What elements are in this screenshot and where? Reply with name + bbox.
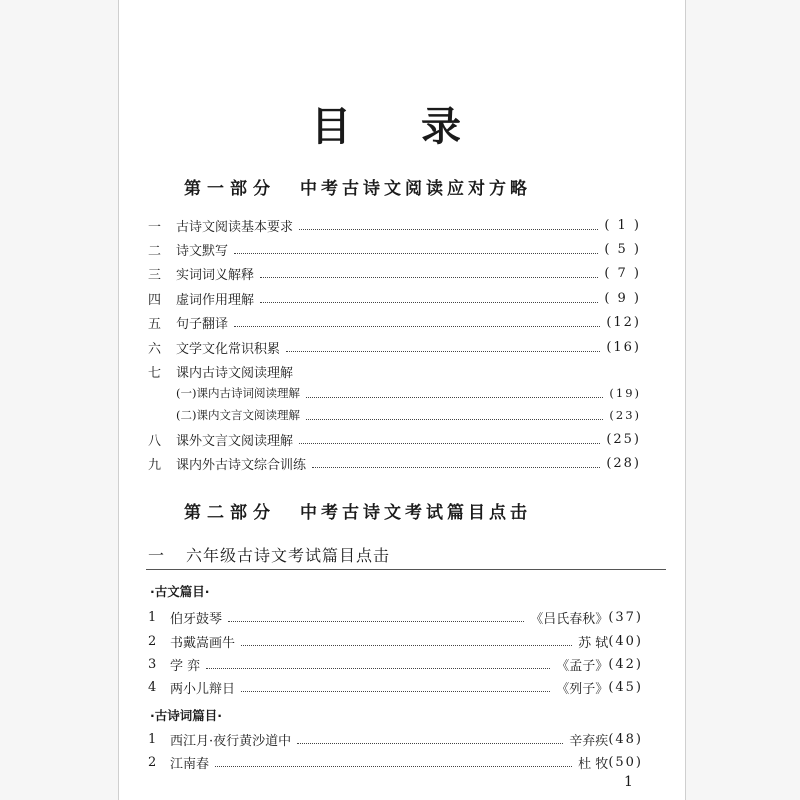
toc-label: 学 弈 [170, 658, 201, 674]
toc-label: 课内古诗文阅读理解 [176, 365, 294, 381]
toc-row[interactable] [148, 289, 641, 307]
dot-leader [260, 269, 598, 278]
dot-leader [260, 294, 598, 303]
toc-page: (28) [606, 455, 641, 471]
toc-label: 西江月·夜行黄沙道中 [170, 733, 292, 749]
toc-label: 江南春 [170, 756, 210, 772]
dot-leader [297, 735, 563, 744]
toc-page: (19) [609, 386, 641, 400]
toc-page: (16) [606, 339, 641, 355]
toc-label: 实词词义解释 [176, 267, 255, 283]
toc-num: 2 [148, 633, 157, 649]
toc-num: 一 [148, 219, 162, 235]
page-number: 1 [624, 774, 633, 790]
toc-label: 伯牙鼓琴 [170, 611, 223, 627]
dot-leader [206, 660, 550, 669]
article-row[interactable] [148, 730, 643, 748]
toc-num: 1 [148, 731, 157, 747]
toc-label: 诗文默写 [176, 243, 229, 259]
toc-page: ( 9 ) [604, 290, 641, 306]
toc-num: 二 [148, 243, 162, 259]
dot-leader [312, 459, 600, 468]
toc-label: (一)课内古诗词阅读理解 [176, 386, 300, 400]
toc-num: 四 [148, 292, 162, 308]
toc-label: 书戴嵩画牛 [170, 635, 236, 651]
toc-page: (23) [609, 408, 641, 422]
toc-page: (48) [608, 731, 643, 747]
toc-row[interactable] [148, 264, 641, 282]
toc-page: (37) [608, 609, 643, 625]
toc-page: (45) [608, 679, 643, 695]
toc-source: 《孟子》 [556, 658, 609, 674]
dot-leader [286, 343, 600, 352]
toc-page: (25) [606, 431, 641, 447]
part2-label: 第二部分 [184, 503, 276, 523]
dot-leader [234, 245, 598, 254]
dot-leader [234, 318, 600, 327]
toc-page: (42) [608, 656, 643, 672]
toc-label: 句子翻译 [176, 316, 229, 332]
section-heading [148, 543, 390, 566]
category-heading: ·古文篇目· [150, 584, 210, 599]
toc-num: 七 [148, 365, 162, 381]
article-row[interactable] [148, 632, 643, 650]
article-row[interactable] [148, 678, 643, 696]
dot-leader [241, 683, 550, 692]
dot-leader [306, 389, 603, 398]
dot-leader [306, 411, 603, 420]
article-row[interactable] [148, 608, 643, 626]
toc-source: 《吕氏春秋》 [530, 611, 609, 627]
toc-label: 文学文化常识积累 [176, 341, 281, 357]
toc-label: 虚词作用理解 [176, 292, 255, 308]
part1-heading [184, 174, 531, 199]
toc-label: (二)课内文言文阅读理解 [176, 408, 300, 422]
dot-leader [215, 758, 572, 767]
toc-row[interactable] [148, 313, 641, 331]
page-title: 目 录 [311, 104, 489, 150]
dot-leader [299, 435, 600, 444]
toc-num: 九 [148, 457, 162, 473]
toc-source: 辛弃疾 [569, 733, 609, 749]
toc-page: (50) [608, 754, 643, 770]
toc-num: 2 [148, 754, 157, 770]
toc-num: 三 [148, 267, 162, 283]
toc-page: ( 1 ) [604, 217, 641, 233]
toc-num: 八 [148, 433, 162, 449]
toc-num: 4 [148, 679, 157, 695]
toc-page: (40) [608, 633, 643, 649]
toc-row[interactable] [148, 454, 641, 472]
article-row[interactable] [148, 753, 643, 771]
toc-source: 苏 轼 [578, 635, 609, 651]
part2-text: 中考古诗文考试篇目点击 [300, 503, 531, 523]
toc-source: 杜 牧 [578, 756, 609, 772]
toc-num: 六 [148, 341, 162, 357]
toc-label: 古诗文阅读基本要求 [176, 219, 294, 235]
toc-row[interactable] [148, 338, 641, 356]
toc-subrow[interactable] [176, 384, 641, 402]
dot-leader [241, 637, 572, 646]
section-num: 一 [148, 546, 166, 565]
toc-label: 两小儿辩日 [170, 681, 236, 697]
dot-leader [299, 221, 598, 230]
toc-num: 五 [148, 316, 162, 332]
toc-num: 3 [148, 656, 157, 672]
toc-row[interactable] [148, 362, 641, 380]
toc-row[interactable] [148, 216, 641, 234]
article-row[interactable] [148, 655, 643, 673]
toc-subrow[interactable] [176, 406, 641, 424]
toc-label: 课内外古诗文综合训练 [176, 457, 307, 473]
section-label: 六年级古诗文考试篇目点击 [186, 546, 391, 565]
toc-page: (12) [606, 314, 641, 330]
toc-page: ( 7 ) [604, 265, 641, 281]
part1-label: 第一部分 [184, 179, 276, 199]
dot-leader [228, 613, 524, 622]
toc-page: ( 5 ) [604, 241, 641, 257]
toc-label: 课外文言文阅读理解 [176, 433, 294, 449]
category-heading: ·古诗词篇目· [150, 708, 222, 723]
part2-heading [184, 498, 531, 523]
part1-text: 中考古诗文阅读应对方略 [300, 179, 531, 199]
section-divider [146, 569, 666, 570]
toc-source: 《列子》 [556, 681, 609, 697]
toc-row[interactable] [148, 240, 641, 258]
toc-num: 1 [148, 609, 157, 625]
toc-row[interactable] [148, 430, 641, 448]
